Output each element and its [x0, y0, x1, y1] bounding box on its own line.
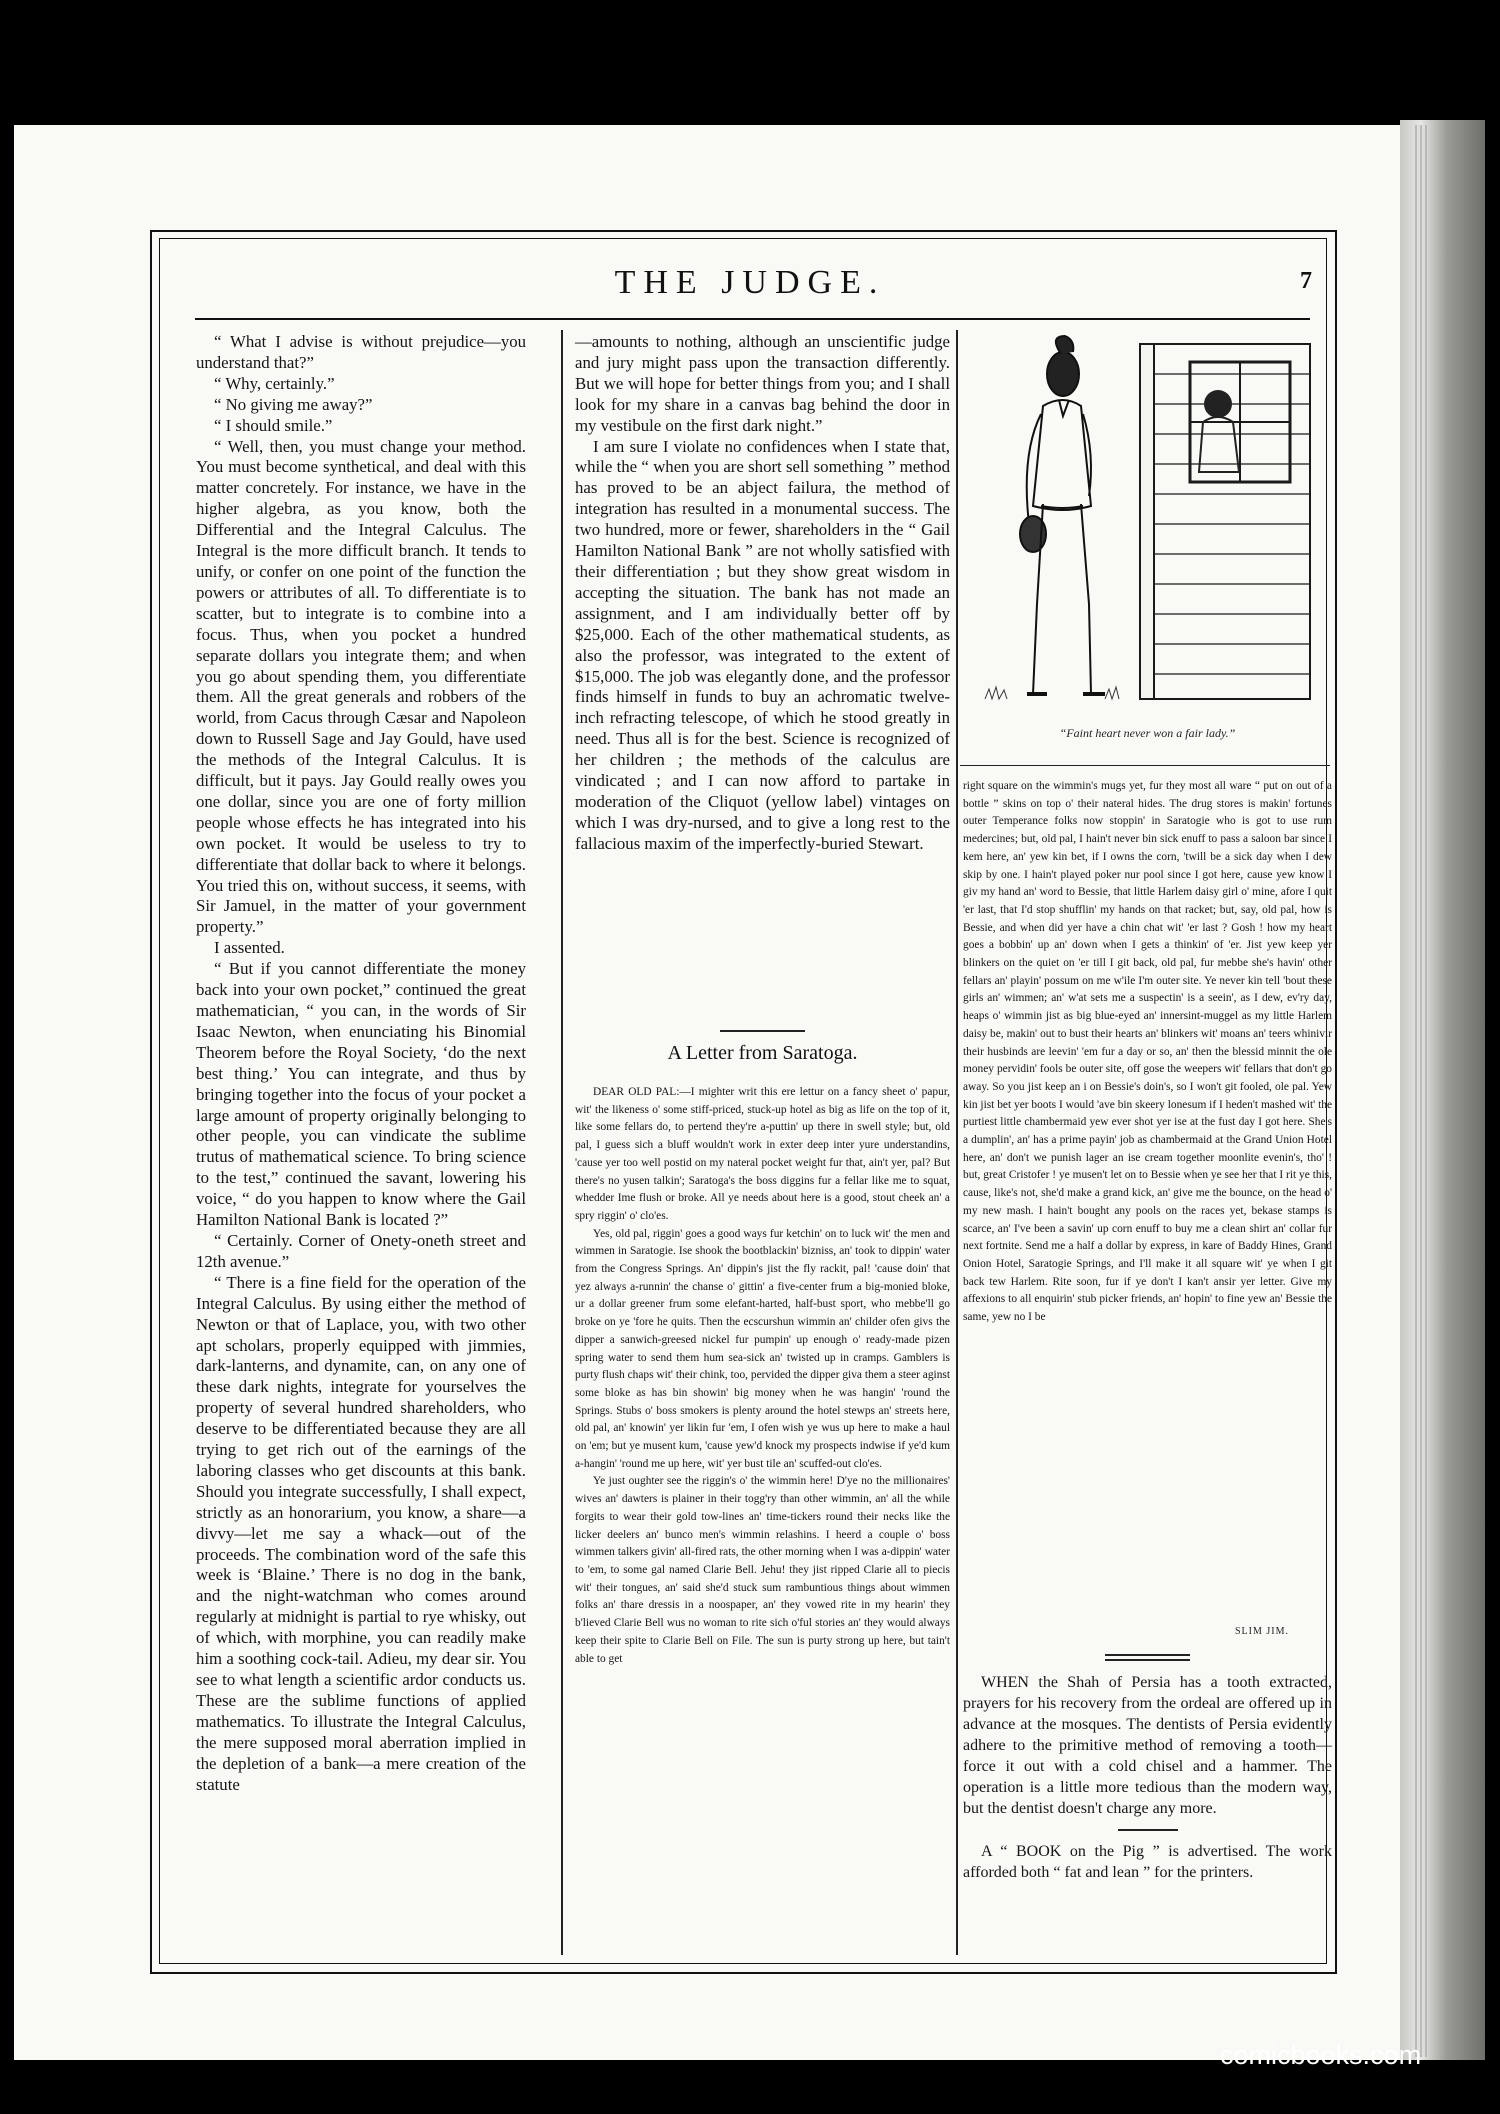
- column-2: [575, 332, 950, 855]
- letter-body: [575, 1084, 950, 1668]
- paragraph: “ What I advise is without prejudice—you understand that?”: [196, 332, 526, 372]
- column-1: [196, 332, 526, 1795]
- masthead-title: THE JUDGE.: [614, 264, 886, 301]
- letter-continued: [963, 778, 1332, 1327]
- letter-title: A Letter from Saratoga.: [667, 1042, 858, 1064]
- section-rule: [1105, 1659, 1190, 1661]
- paragraph: right square on the wimmin's mugs yet, fur they most all ware “ put on out of a bottle ” skins on top o' their nateral hides. The drug stores is makin' fortunes outer Temperance folks now stoppin' in Saratogie who is got to use rum medercines; but, old pal, I hain't never bin sick enuff to pass a saloon bar since I kem here, an' yew kin bet, if I owns the corn, 'twill be a sick day when I dew skip by one. I hain't played poker nur pool since I got here, cause yew know I giv my hand an' word to Bessie, that little Harlem daisy girl o' mine, afore I quit 'er last, that I'd stop shufflin' my hands on that racket; but, say, old pal, how is Bessie, and when did yer have a chin chat wit' 'er last ? Gosh ! how my heart goes a bobbin' up an' down when I gets a thinkin' of 'er. Jist yew keep yer blinkers on the quiet on 'er till I git back, old pal, fur mebbe she's havin' other fellars an' playin' possum on me w'ile I'm outer site. Ye never kin tell 'bout these girls an' wimmen; an' w'at sets me a suspectin' is a seein', as I dew, ev'ry day, heaps o' wimmin jist as big blue-eyed an' innersint-muggel as my little Harlem daisy be, makin' out to bust their hearts an' blinkers wit' moans an' teers whinivir their husbinds are leevin' 'em fur a day or so, an' then the blessid minnit the ole money pervidin' fools be outer site, off gose the weepers wit' fellars that don't go away. So you jist keep an i on Bessie's doin's, so I won't git fooled, ole pal. Yew kin jist bet yer boots I would 'ave bin skeery lonesum if I heden't mashed wit' the purtiest little chambermaid yew ever shot yer ise at the fust day I got here. She's a dumplin', an' has a prime payin' job as chambermaid at the Grand Union Hotel here, an' don't we punish lager an ise cream together moonlite evenin's, tho' ! but, great Cristofer ! ye musen't let on to Bessie when ye see her that I rit ye this, cause, like's not, she'd make a grand kick, an' give me the bounce, on the head o' my new mash. I hain't bought any pools on the races yet, bekase stamps is scarce, an' I've been a savin' up corn enuff to buy me a clean shirt an' collar fur next fortnite. Send me a half a dollar by express, in kare of Baddy Hines, Grand Onion Hotel, Saratogie Springs, and I'll make it all square wit' ye when I git back tew Harlem. Rite soon, fur if ye don't I kan't ansir yer letter. Give my affexions to all enquirin' stub picker friends, an' hopin' to fine yew an' Bessie the same, yew no I be: [963, 780, 1332, 1324]
- paragraph: I am sure I violate no confidences when I state that, while the “ when you are short sell something ” method has proved to be an abject failura, the method of integration has resulted in a monumental success. The two hundred, more or fewer, shareholders in the “ Gail Hamilton National Bank ” are not wholly satisfied with their differentiation ; but they show great wisdom in accepting the situation. The bank has not made an assignment, and I am individually better off by $25,000. Each of the other mathematical students, as also the professor, was integrated to the extent of $15,000. The job was elegantly done, and the professor finds himself in funds to buy an achromatic twelve-inch refracting telescope, of which he stood greatly in need. Thus all is for the best. Science is recognized of her children ; the methods of the calculus are vindicated ; and I can now afford to partake in moderation of the Cliquot (yellow label) vintages on which I was dry-nursed, and to give a long rest to the fallacious maxim of the imperfectly-buried Stewart.: [575, 436, 950, 853]
- paragraph: “ There is a fine field for the operation of the Integral Calculus. By using either the method of Newton or that of Laplace, you, with two other apt scholars, properly equipped with jimmies, dark-lanterns, and dynamite, can, on any one of these dark nights, integrate for yourselves the property of several hundred shareholders, who deserve to be differentiated because they are all trying to get rich out of the earnings of the laboring classes who get discounts at this bank. Should you integrate successfully, I shall expect, strictly as an honorarium, you know, a share—a divvy—let me say a whack—out of the proceeds. The combination word of the safe this week is ‘Blaine.’ There is no dog in the bank, and the night-watchman who comes around regularly at midnight is partial to rye whisky, out of which, with morphine, you can readily make him a soothing cock-tail. Adieu, my dear sir. You see to what length a scientific ardor conducts us. These are the sublime functions of applied mathematics. To illustrate the Integral Calculus, the mere supposed moral aberration implied in the depletion of a bank—a mere creation of the statute: [196, 1272, 526, 1794]
- paragraph: “ Certainly. Corner of Onety-oneth street and 12th avenue.”: [196, 1230, 526, 1271]
- paragraph: Yes, old pal, riggin' goes a good ways fur ketchin' on to luck wit' the men and wimmen in Saratogie. Ise shook the bootblackin' bizniss, an' took to dippin' water from the Congress Springs. An' dippin's jist the fly rackit, pal! 'cause doin' that yez always a-runnin' the chanse o' gittin' a five-center frum a big-monied bloke, ur a dollar greener frum some elefant-harted, half-bust sport, who mebbe'll go broke on ye 'fore he quits. Then the ecscurshun wimmin an' childer ofen givs the dipper a sanwich-greesed nickel fur pumpin' up enough o' ready-made pizen spring water to send them hum sea-sick an' twisted up in cramps. Gamblers is purty flush chaps wit' their chink, too, pervided the dipper giva them a steer aginst some bloke as has bin showin' big money when he was hangin' 'round the Springs. Stubs o' boss smokers is plenty around the hotel stewps an' streets here, old pal, an' knowin' yer likin fur 'em, I ofen wish ye wus up here to make a haul on 'em; but ye musent kum, 'cause yew'd knock my prospects indwise if ye'd kum a-hangin' 'round me up here, wit' yer bust tile an' scuffed-out clo'es.: [575, 1227, 950, 1470]
- masthead-rule: [195, 318, 1310, 320]
- letter-signature: SLIM JIM.: [1235, 1626, 1290, 1637]
- caption-rule: [960, 765, 1330, 766]
- paragraph: DEAR OLD PAL:—I mighter writ this ere lettur on a fancy sheet o' papur, wit' the likeness o' some stiff-priced, stuck-up hotel as big as life on the top of it, like some fellars do, to pertend they're a-puttin' up there in swell style; but, old pal, I guess sich a bluff wouldn't work in exter deep inter yure understandins, 'cause yer too well postid on my nateral pocket weight fur that, ain't yer, pal? But there's no yusen talkin'; Saratoga's the boss diggins fur a fellar like me to squat, whedder Ime flush or broke. All ye needs about here is a good, stout cheek an' a spry riggin' o' clo'es.: [575, 1086, 950, 1222]
- paragraph: “ But if you cannot differentiate the money back into your own pocket,” continued the great mathematician, “ you can, in the words of Sir Isaac Newton, when enunciating his Binomial Theorem before the Royal Society, ‘do the next best thing.’ You can integrate, and thus by bringing together into the focus of your pocket a large amount of property originally belonging to other people, you can vindicate the sublime trutus of mathematical science. To bring science to the test,” continued the savant, lowering his voice, “ do you happen to know where the Gail Hamilton National Bank is located ?”: [196, 959, 526, 1230]
- item-rule: [1118, 1829, 1178, 1831]
- paragraph: WHEN the Shah of Persia has a tooth extracted, prayers for his recovery from the ordeal are offered up in advance at the mosques. The dentists of Persia evidently adhere to the primitive method of removing a tooth—force it out with a cold chisel and a hammer. The operation is a little more tedious than the modern way, but the dentist doesn't charge any more.: [963, 1674, 1332, 1817]
- paragraph: I assented.: [214, 938, 285, 958]
- paragraph: “ I should smile.”: [214, 415, 333, 435]
- column-divider-2: [956, 330, 958, 1955]
- paragraph: —amounts to nothing, although an unscientific judge and jury might pass upon the transaction differently. But we will hope for better things from you; and I shall look for my share in a canvas bag behind the door in my vestibule on the first dark night.”: [575, 332, 950, 435]
- column-divider-1: [561, 330, 563, 1955]
- page-edges: [1412, 125, 1428, 2057]
- cartoon-caption: “Faint heart never won a fair lady.”: [1059, 726, 1236, 740]
- section-rule: [1105, 1654, 1190, 1656]
- paragraph: “ No giving me away?”: [214, 394, 373, 414]
- column-3-items: [963, 1672, 1332, 1883]
- paragraph: “ Why, certainly.”: [214, 373, 335, 393]
- section-rule: [720, 1030, 805, 1032]
- watermark: comicbooks.com: [1220, 2040, 1422, 2070]
- page-number: 7: [1300, 268, 1312, 294]
- cartoon-illustration: [975, 334, 1320, 714]
- paragraph: “ Well, then, you must change your method. You must become synthetical, and deal with this matter concretely. For instance, we have in the higher algebra, as you know, both the Differential and the Integral Calculus. The Integral is the more difficult branch. It tends to unify, or confer on one point of the function the powers or attributes of all. To differentiate is to scatter, but to integrate is to combine into a focus. Thus, when you pocket a hundred separate dollars you integrate them; and when you go about spending them, you differentiate them. All the great generals and robbers of the world, from Cacus through Cæsar and Napoleon down to Russell Sage and Jay Gould, have used the methods of the Integral Calculus. It is difficult, but it pays. Jay Gould really owes you one dollar, since you are one of forty million people whose effects he has integrated into his own pocket. It would be useless to try to differentiate that dollar back to where it belongs. You tried this on, without success, it seems, with Sir Jamuel, in the matter of your government property.”: [196, 436, 526, 937]
- paragraph: Ye just oughter see the riggin's o' the wimmin here! D'ye no the millionaires' wives an' dawters is plainer in their togg'ry than other wimmin, an' all the while forgits to wear their gold tow-lines an' time-tickers round their necks like the licker deelers an' bunco men's wimmin relashins. I heerd a couple o' boss wimmen talkers givin' all-fired rats, the other morning when I was a-dippin' water to 'em, to some gal named Clarie Bell. Jehu! they jist ripped Clarie all to piecis wit' their tongues, an' said she'd stuck sum rambuntious things about wimmen folks an' thare dressis in a noospaper, an' they vowed rite in my hearin' they b'lieved Clarie Bell wus no woman to rite sich o'ful stories an' they would always keep their spite to Clarie Bell on File. The sun is purty strong up here, but tain't able to get: [575, 1475, 950, 1665]
- paragraph: A “ BOOK on the Pig ” is advertised. The work afforded both “ fat and lean ” for the printers.: [963, 1842, 1332, 1881]
